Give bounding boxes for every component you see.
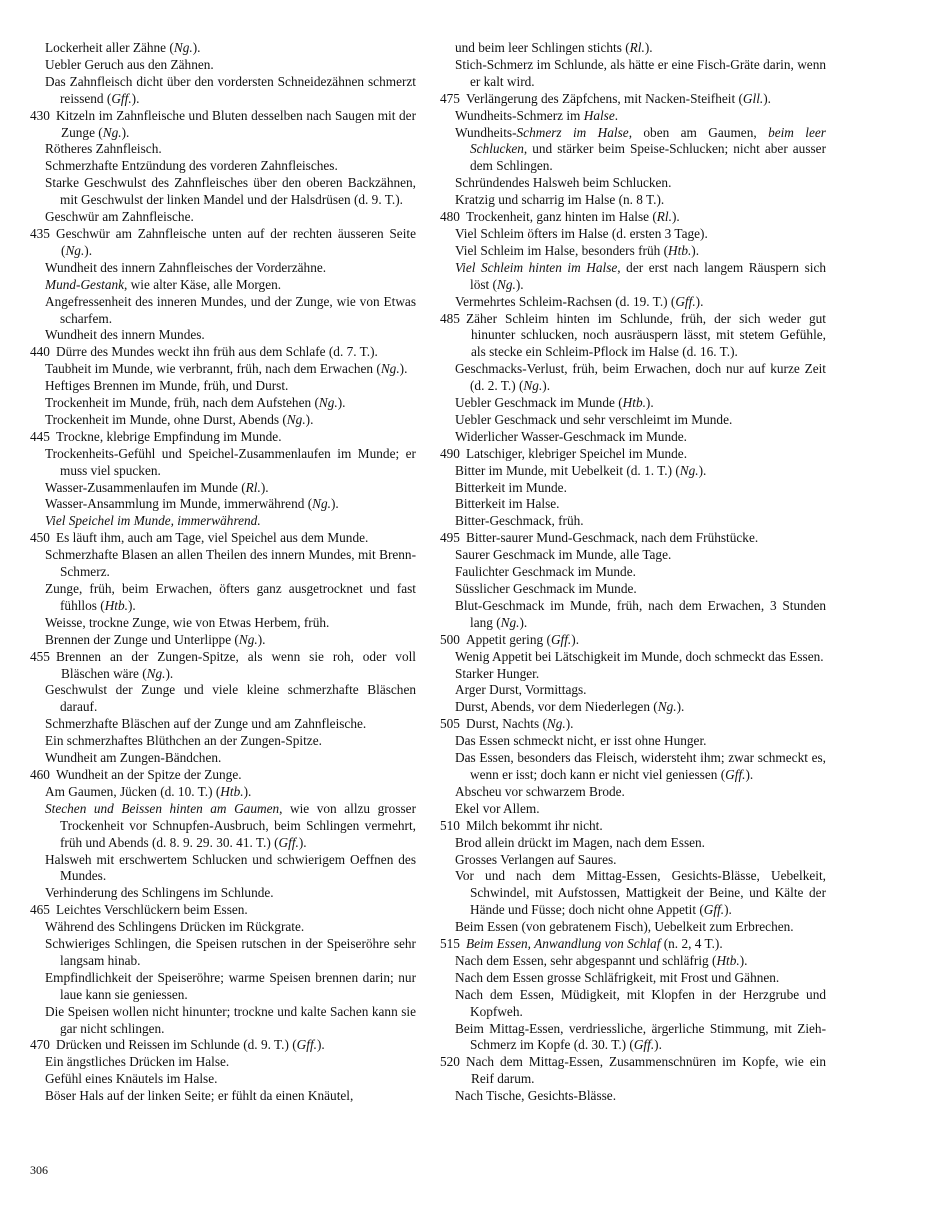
entry-number: 460 bbox=[30, 766, 50, 782]
symptom-entry bbox=[30, 412, 416, 429]
entry-text: Viel Speichel im Munde, immerwährend. bbox=[45, 513, 261, 529]
symptom-entry bbox=[30, 395, 416, 412]
entry-text: Bitter im Munde, mit Uebelkeit (d. 1. T.) (Ng.). bbox=[455, 462, 707, 478]
entry-text: Starker Hunger. bbox=[455, 665, 540, 681]
symptom-entry bbox=[30, 1054, 416, 1071]
symptom-entry bbox=[440, 530, 826, 547]
symptom-entry bbox=[440, 666, 826, 683]
symptom-entry bbox=[440, 108, 826, 125]
symptom-entry bbox=[440, 294, 826, 311]
symptom-entry bbox=[440, 852, 826, 869]
entry-text: Blut-Geschmack im Munde, früh, nach dem Erwachen, 3 Stunden lang (Ng.). bbox=[455, 597, 826, 630]
entry-text: Taubheit im Munde, wie verbrannt, früh, nach dem Erwachen (Ng.). bbox=[45, 361, 408, 377]
left-column bbox=[30, 40, 416, 1105]
symptom-entry bbox=[30, 344, 416, 361]
entry-text: Angefressenheit des inneren Mundes, und der Zunge, wie von Etwas scharfem. bbox=[45, 293, 416, 326]
entry-text: Trockenheit, ganz hinten im Halse (Rl.). bbox=[466, 209, 680, 225]
symptom-entry bbox=[30, 733, 416, 750]
symptom-entry bbox=[440, 429, 826, 446]
symptom-entry bbox=[440, 175, 826, 192]
symptom-entry bbox=[440, 716, 826, 733]
entry-text: Das Essen, besonders das Fleisch, widersteht ihm; zwar schmeckt es, wenn er isst; doch kann er nicht viel geniessen (Gff.). bbox=[455, 750, 826, 782]
entry-text: Wundheit des innern Zahnfleisches der Vorderzähne. bbox=[45, 259, 327, 275]
symptom-entry bbox=[440, 801, 826, 818]
entry-text: Ekel vor Allem. bbox=[455, 800, 540, 816]
symptom-entry bbox=[440, 919, 826, 936]
symptom-entry bbox=[30, 1004, 416, 1038]
symptom-entry bbox=[440, 57, 826, 91]
symptom-entry bbox=[440, 547, 826, 564]
entry-text: Kitzeln im Zahnfleische und Bluten desselben nach Saugen mit der Zunge (Ng.). bbox=[56, 107, 416, 140]
entry-number: 445 bbox=[30, 428, 50, 444]
right-column bbox=[440, 40, 826, 1105]
symptom-entry bbox=[440, 311, 826, 362]
entry-text: Empfindlichkeit der Speiseröhre; warme Speisen brennen darin; nur laue kann sie geniessen. bbox=[45, 969, 416, 1002]
symptom-entry bbox=[440, 632, 826, 649]
entry-text: Halsweh mit erschwertem Schlucken und schwierigem Oeffnen des Mundes. bbox=[45, 851, 416, 884]
entry-text: Verhinderung des Schlingens im Schlunde. bbox=[45, 885, 274, 901]
entry-text: Nach dem Essen, Müdigkeit, mit Klopfen in der Herzgrube und Kopfweh. bbox=[455, 986, 826, 1019]
entry-text: Ein ängstliches Drücken im Halse. bbox=[45, 1054, 230, 1070]
entry-text: Heftiges Brennen im Munde, früh, und Durst. bbox=[45, 378, 289, 394]
symptom-entry bbox=[440, 226, 826, 243]
entry-text: Stich-Schmerz im Schlunde, als hätte er eine Fisch-Gräte darin, wenn er kalt wird. bbox=[455, 56, 826, 89]
symptom-entry bbox=[440, 835, 826, 852]
entry-text: Während des Schlingens Drücken im Rückgrate. bbox=[45, 919, 305, 935]
entry-text: Arger Durst, Vormittags. bbox=[455, 682, 587, 698]
entry-text: Nach dem Mittag-Essen, Zusammenschnüren im Kopfe, wie ein Reif darum. bbox=[466, 1054, 826, 1087]
entry-number: 440 bbox=[30, 344, 50, 360]
symptom-entry bbox=[440, 699, 826, 716]
entry-text: Brod allein drückt im Magen, nach dem Essen. bbox=[455, 834, 705, 850]
entry-text: Wasser-Ansammlung im Munde, immerwährend (Ng.). bbox=[45, 496, 339, 512]
entry-text: Süsslicher Geschmack im Munde. bbox=[455, 581, 637, 596]
entry-text: Verlängerung des Zäpfchens, mit Nacken-Steifheit (Gll.). bbox=[466, 90, 772, 106]
symptom-entry bbox=[30, 632, 416, 649]
entry-text: Geschwür am Zahnfleische. bbox=[45, 209, 194, 225]
symptom-entry bbox=[440, 564, 826, 581]
entry-number: 480 bbox=[440, 209, 460, 225]
entry-text: Zunge, früh, beim Erwachen, öfters ganz ausgetrocknet und fast fühllos (Htb.). bbox=[45, 581, 416, 613]
symptom-entry bbox=[30, 108, 416, 142]
entry-text: Nach dem Essen, sehr abgespannt und schläfrig (Htb.). bbox=[455, 952, 748, 968]
symptom-entry bbox=[440, 243, 826, 260]
entry-text: Schmerzhafte Entzündung des vorderen Zahnfleisches. bbox=[45, 158, 338, 174]
symptom-entry bbox=[440, 480, 826, 497]
entry-text: Durst, Nachts (Ng.). bbox=[466, 716, 574, 732]
entry-text: Wundheit des innern Mundes. bbox=[45, 327, 205, 343]
symptom-entry bbox=[30, 615, 416, 632]
entry-text: Wasser-Zusammenlaufen im Munde (Rl.). bbox=[45, 479, 269, 495]
symptom-entry bbox=[440, 649, 826, 666]
entry-text: Trockenheit im Munde, früh, nach dem Aufstehen (Ng.). bbox=[45, 395, 346, 411]
entry-text: Wundheits-Schmerz im Halse, oben am Gaumen, beim leer Schlucken, und stärker beim Speise-Schlucken; nicht aber ausser dem Schlingen. bbox=[455, 124, 826, 174]
entry-text: Starke Geschwulst des Zahnfleisches über den oberen Backzähnen, mit Geschwulst der linken Mandel und der Halsdrüsen (d. 9. T.). bbox=[45, 175, 416, 208]
symptom-entry bbox=[440, 412, 826, 429]
symptom-entry bbox=[440, 446, 826, 463]
entry-text: Wenig Appetit bei Lätschigkeit im Munde, doch schmeckt das Essen. bbox=[455, 648, 824, 664]
symptom-entry bbox=[30, 547, 416, 581]
symptom-entry bbox=[440, 818, 826, 835]
entry-text: Schwieriges Schlingen, die Speisen rutschen in der Speiseröhre sehr langsam hinab. bbox=[45, 936, 416, 968]
symptom-entry bbox=[440, 361, 826, 395]
entry-text: Wundheit am Zungen-Bändchen. bbox=[45, 750, 222, 766]
symptom-entry bbox=[30, 40, 416, 57]
entry-text: Weisse, trockne Zunge, wie von Etwas Herbem, früh. bbox=[45, 614, 330, 630]
entry-number: 510 bbox=[440, 817, 460, 833]
symptom-entry bbox=[30, 74, 416, 108]
symptom-entry bbox=[440, 40, 826, 57]
symptom-entry bbox=[30, 158, 416, 175]
symptom-entry bbox=[30, 327, 416, 344]
entry-text: Drücken und Reissen im Schlunde (d. 9. T.) (Gff.). bbox=[56, 1037, 325, 1053]
entry-text: Trockenheit im Munde, ohne Durst, Abends (Ng.). bbox=[45, 411, 314, 427]
symptom-entry bbox=[440, 513, 826, 530]
symptom-entry bbox=[30, 175, 416, 209]
symptom-entry bbox=[30, 885, 416, 902]
entry-number: 495 bbox=[440, 530, 460, 546]
symptom-entry bbox=[30, 649, 416, 683]
entry-text: Trockenheits-Gefühl und Speichel-Zusammenlaufen im Munde; er muss viel spucken. bbox=[45, 445, 416, 478]
symptom-entry bbox=[30, 716, 416, 733]
symptom-entry bbox=[440, 598, 826, 632]
symptom-entry bbox=[440, 953, 826, 970]
entry-text: Uebler Geschmack im Munde (Htb.). bbox=[455, 395, 654, 411]
symptom-entry bbox=[30, 801, 416, 852]
symptom-entry bbox=[30, 141, 416, 158]
symptom-entry bbox=[30, 970, 416, 1004]
symptom-entry bbox=[30, 784, 416, 801]
symptom-entry bbox=[440, 784, 826, 801]
symptom-entry bbox=[440, 1054, 826, 1088]
entry-number: 450 bbox=[30, 530, 50, 546]
entry-text: Viel Schleim im Halse, besonders früh (Htb.). bbox=[455, 242, 700, 258]
symptom-entry bbox=[440, 125, 826, 176]
symptom-entry bbox=[30, 1071, 416, 1088]
entry-number: 470 bbox=[30, 1037, 50, 1053]
symptom-entry bbox=[30, 1037, 416, 1054]
symptom-entry bbox=[440, 209, 826, 226]
symptom-entry bbox=[30, 209, 416, 226]
entry-text: Beim Mittag-Essen, verdriessliche, ärgerliche Stimmung, mit Zieh-Schmerz im Kopfe (d. 30. T.) (Gff.). bbox=[455, 1020, 826, 1053]
entry-text: Es läuft ihm, auch am Tage, viel Speichel aus dem Munde. bbox=[56, 530, 369, 546]
entry-text: Geschwulst der Zunge und viele kleine schmerzhafte Bläschen darauf. bbox=[45, 682, 416, 715]
symptom-entry bbox=[30, 513, 416, 530]
entry-text: Bitter-Geschmack, früh. bbox=[455, 513, 584, 529]
symptom-entry bbox=[440, 496, 826, 513]
entry-text: Leichtes Verschlückern beim Essen. bbox=[56, 902, 248, 918]
entry-text: Uebler Geruch aus den Zähnen. bbox=[45, 56, 214, 72]
entry-text: Vermehrtes Schleim-Rachsen (d. 19. T.) (Gff.). bbox=[455, 293, 704, 309]
entry-number: 500 bbox=[440, 631, 460, 647]
symptom-entry bbox=[30, 1088, 416, 1105]
symptom-entry bbox=[440, 581, 826, 598]
symptom-entry bbox=[440, 936, 826, 953]
entry-text: Widerlicher Wasser-Geschmack im Munde. bbox=[455, 428, 687, 444]
entry-text: Beim Essen (von gebratenem Fisch), Uebelkeit zum Erbrechen. bbox=[455, 919, 794, 935]
entry-text: Bitter-saurer Mund-Geschmack, nach dem Frühstücke. bbox=[466, 530, 759, 546]
entry-text: Durst, Abends, vor dem Niederlegen (Ng.). bbox=[455, 699, 685, 715]
symptom-entry bbox=[440, 750, 826, 784]
entry-number: 490 bbox=[440, 445, 460, 461]
entry-number: 520 bbox=[440, 1054, 460, 1070]
entry-text: Saurer Geschmack im Munde, alle Tage. bbox=[455, 547, 672, 563]
symptom-entry bbox=[30, 446, 416, 480]
symptom-entry bbox=[30, 260, 416, 277]
entry-text: Abscheu vor schwarzem Brode. bbox=[455, 783, 625, 799]
entry-text: Stechen und Beissen hinten am Gaumen, wie von allzu grosser Trockenheit vor Schnupfen-Ausbruch, beim Schlingen vermehrt, früh und Abends (d. 8. 9. 29. 30. 41. T.) (Gff.). bbox=[45, 800, 416, 850]
symptom-entry bbox=[30, 682, 416, 716]
entry-text: Schmerzhafte Bläschen auf der Zunge und am Zahnfleische. bbox=[45, 716, 367, 732]
entry-text: Brennen an der Zungen-Spitze, als wenn sie roh, oder voll Bläschen wäre (Ng.). bbox=[56, 648, 416, 681]
entry-text: Gefühl eines Knäutels im Halse. bbox=[45, 1071, 218, 1087]
entry-number: 505 bbox=[440, 716, 460, 732]
symptom-entry bbox=[440, 463, 826, 480]
symptom-entry bbox=[30, 57, 416, 74]
symptom-entry bbox=[440, 1088, 826, 1105]
entry-text: Lockerheit aller Zähne (Ng.). bbox=[45, 40, 201, 55]
entry-text: Mund-Gestank, wie alter Käse, alle Morgen. bbox=[45, 276, 282, 292]
symptom-entry bbox=[30, 750, 416, 767]
entry-text: Bitterkeit im Halse. bbox=[455, 496, 560, 512]
page-number: 306 bbox=[30, 1163, 48, 1177]
entry-number: 465 bbox=[30, 902, 50, 918]
entry-text: Schründendes Halsweh beim Schlucken. bbox=[455, 175, 672, 191]
entry-text: Schmerzhafte Blasen an allen Theilen des innern Mundes, mit Brenn-Schmerz. bbox=[45, 547, 416, 580]
symptom-entry bbox=[440, 260, 826, 294]
entry-text: Kratzig und scharrig im Halse (n. 8 T.). bbox=[455, 192, 665, 208]
entry-number: 430 bbox=[30, 107, 50, 123]
entry-text: Latschiger, klebriger Speichel im Munde. bbox=[466, 445, 688, 461]
symptom-entry bbox=[440, 987, 826, 1021]
entry-text: Faulichter Geschmack im Munde. bbox=[455, 564, 636, 580]
symptom-entry bbox=[30, 936, 416, 970]
entry-text: Das Zahnfleisch dicht über den vordersten Schneidezähnen schmerzt reissend (Gff.). bbox=[45, 73, 416, 106]
symptom-entry bbox=[440, 395, 826, 412]
entry-number: 435 bbox=[30, 225, 50, 241]
entry-text: Viel Schleim öfters im Halse (d. ersten 3 Tage). bbox=[455, 225, 708, 241]
symptom-entry bbox=[440, 91, 826, 108]
symptom-entry bbox=[440, 1021, 826, 1055]
symptom-entry bbox=[30, 530, 416, 547]
entry-text: Beim Essen, Anwandlung von Schlaf (n. 2, 4 T.). bbox=[466, 936, 723, 952]
symptom-entry bbox=[30, 919, 416, 936]
symptom-entry bbox=[30, 852, 416, 886]
symptom-entry bbox=[440, 682, 826, 699]
entry-text: Böser Hals auf der linken Seite; er fühlt da einen Knäutel, bbox=[45, 1088, 354, 1104]
entry-text: Dürre des Mundes weckt ihn früh aus dem Schlafe (d. 7. T.). bbox=[56, 344, 378, 360]
entry-number: 475 bbox=[440, 90, 460, 106]
symptom-entry bbox=[30, 480, 416, 497]
entry-text: Vor und nach dem Mittag-Essen, Gesichts-Blässe, Uebelkeit, Schwindel, mit Aufstossen, Mattigkeit der Beine, und Kälte der Hände und Füsse; doch nicht ohne Appetit (Gff.). bbox=[455, 868, 826, 918]
symptom-entry bbox=[30, 294, 416, 328]
entry-text: Trockne, klebrige Empfindung im Munde. bbox=[56, 428, 282, 444]
entry-text: Nach dem Essen grosse Schläfrigkeit, mit Frost und Gähnen. bbox=[455, 969, 780, 985]
entry-text: Wundheits-Schmerz im Halse. bbox=[455, 107, 619, 123]
symptom-entry bbox=[30, 581, 416, 615]
entry-number: 455 bbox=[30, 648, 50, 664]
entry-text: Zäher Schleim hinten im Schlunde, früh, der sich weder gut hinunter schlucken, noch ausräuspern lässt, mit stetem Gefühle, als stecke ein Schleim-Pflock im Halse (d. 16. T.). bbox=[466, 310, 826, 360]
entry-text: Das Essen schmeckt nicht, er isst ohne Hunger. bbox=[455, 733, 707, 749]
symptom-entry bbox=[440, 970, 826, 987]
symptom-entry bbox=[30, 378, 416, 395]
entry-text: Am Gaumen, Jücken (d. 10. T.) (Htb.). bbox=[45, 783, 252, 799]
entry-text: Wundheit an der Spitze der Zunge. bbox=[56, 766, 242, 782]
symptom-entry bbox=[30, 226, 416, 260]
entry-text: Bitterkeit im Munde. bbox=[455, 479, 567, 495]
symptom-entry bbox=[440, 733, 826, 750]
entry-text: und beim leer Schlingen stichts (Rl.). bbox=[455, 40, 653, 55]
entry-text: Die Speisen wollen nicht hinunter; trockne und kalte Sachen kann sie gar nicht schlingen. bbox=[45, 1003, 416, 1036]
entry-text: Milch bekommt ihr nicht. bbox=[466, 817, 603, 833]
symptom-entry bbox=[30, 902, 416, 919]
entry-text: Nach Tische, Gesichts-Blässe. bbox=[455, 1088, 617, 1104]
symptom-entry bbox=[30, 277, 416, 294]
entry-text: Ein schmerzhaftes Blüthchen an der Zungen-Spitze. bbox=[45, 733, 322, 749]
symptom-entry bbox=[30, 767, 416, 784]
symptom-entry bbox=[30, 429, 416, 446]
entry-text: Geschmacks-Verlust, früh, beim Erwachen, doch nur auf kurze Zeit (d. 2. T.) (Ng.). bbox=[455, 361, 826, 394]
entry-text: Viel Schleim hinten im Halse, der erst nach langem Räuspern sich löst (Ng.). bbox=[455, 259, 826, 292]
entry-text: Uebler Geschmack und sehr verschleimt im Munde. bbox=[455, 411, 733, 427]
entry-text: Rötheres Zahnfleisch. bbox=[45, 141, 162, 157]
entry-number: 485 bbox=[440, 310, 460, 326]
entry-text: Appetit gering (Gff.). bbox=[466, 631, 580, 647]
entry-text: Grosses Verlangen auf Saures. bbox=[455, 851, 617, 867]
symptom-entry bbox=[30, 496, 416, 513]
symptom-entry bbox=[440, 868, 826, 919]
entry-number: 515 bbox=[440, 936, 460, 952]
symptom-entry bbox=[440, 192, 826, 209]
entry-text: Brennen der Zunge und Unterlippe (Ng.). bbox=[45, 631, 266, 647]
symptom-entry bbox=[30, 361, 416, 378]
entry-text: Geschwür am Zahnfleische unten auf der rechten äusseren Seite (Ng.). bbox=[56, 225, 416, 258]
